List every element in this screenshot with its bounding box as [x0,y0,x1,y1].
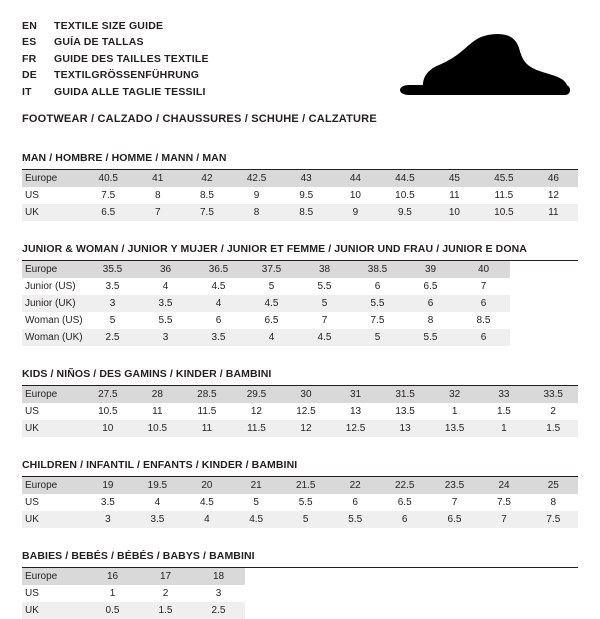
size-cell: 3 [83,511,132,528]
size-cell: 19.5 [133,477,183,494]
table-row [22,329,510,346]
size-group [22,368,578,437]
table-row [22,170,578,187]
row-label: UK [22,511,83,528]
size-cell: 4 [245,329,298,346]
size-cell: 6.5 [404,278,457,295]
row-label: UK [22,602,86,619]
size-cell: 11.5 [182,403,232,420]
size-tables-container [22,152,578,619]
size-cell: 3.5 [133,511,183,528]
size-cell: 4 [139,278,192,295]
size-cell: 8.5 [282,204,331,221]
language-guide-title: GUIDA ALLE TAGLIE TESSILI [54,85,206,98]
size-cell: 9.5 [282,187,331,204]
size-cell: 6.5 [83,204,133,221]
row-label: Woman (UK) [22,329,86,346]
size-cell: 5 [232,494,281,511]
size-cell: 45.5 [479,170,529,187]
size-cell: 8 [404,312,457,329]
size-cell: 6.5 [380,494,430,511]
size-cell: 10.5 [380,187,430,204]
size-cell: 37.5 [245,261,298,278]
size-cell: 3.5 [139,295,192,312]
size-cell: 7 [298,312,351,329]
size-cell: 1 [430,403,480,420]
size-cell: 5.5 [331,511,380,528]
size-cell: 7 [430,494,480,511]
size-cell: 6 [380,511,430,528]
size-table [22,170,578,221]
size-cell: 3 [192,585,245,602]
size-cell: 9 [232,187,282,204]
size-cell: 1.5 [139,602,192,619]
size-cell: 5 [351,329,404,346]
size-cell: 13 [380,420,430,437]
size-cell: 31.5 [380,386,430,403]
size-cell: 38 [298,261,351,278]
size-cell: 25 [529,477,578,494]
size-cell: 4 [182,511,231,528]
size-cell: 9.5 [380,204,430,221]
language-code: FR [22,52,37,65]
size-cell: 7.5 [529,511,578,528]
size-cell: 8 [529,494,578,511]
size-cell: 7.5 [479,494,528,511]
table-row [22,278,510,295]
size-cell: 10.5 [83,403,133,420]
size-cell: 27.5 [83,386,133,403]
row-label: Europe [22,170,83,187]
size-cell: 0.5 [86,602,139,619]
size-cell: 24 [479,477,528,494]
size-cell: 36.5 [192,261,245,278]
size-cell: 11.5 [479,187,529,204]
size-cell: 10.5 [133,420,183,437]
size-cell: 43 [282,170,331,187]
table-row [22,312,510,329]
size-cell: 7.5 [182,204,231,221]
size-cell: 7 [457,278,510,295]
size-group [22,243,578,346]
language-code: EN [22,20,37,32]
size-cell: 2.5 [86,329,139,346]
size-cell: 13.5 [380,403,430,420]
size-group-title: BABIES / BEBÉS / BÉBÉS / BABYS / BAMBINI [22,550,578,568]
size-cell: 44 [331,170,380,187]
size-cell: 28 [133,386,183,403]
table-row [22,386,578,403]
size-cell: 12.5 [281,403,331,420]
size-cell: 11 [430,187,479,204]
row-label: Junior (US) [22,278,86,295]
language-code: IT [22,85,32,98]
size-cell: 6.5 [245,312,298,329]
row-label: US [22,494,83,511]
table-row [22,204,578,221]
row-label: US [22,585,86,602]
size-cell: 7.5 [83,187,133,204]
size-cell: 41 [133,170,182,187]
size-cell: 36 [139,261,192,278]
size-cell: 11 [529,204,578,221]
table-row [22,261,510,278]
size-cell: 31 [331,386,381,403]
size-cell: 18 [192,568,245,585]
size-table [22,386,578,437]
size-cell: 3.5 [192,329,245,346]
size-cell: 3 [139,329,192,346]
size-cell: 8 [133,187,182,204]
size-table [22,261,510,346]
size-cell: 11.5 [232,420,282,437]
size-cell: 13 [331,403,381,420]
size-cell: 38.5 [351,261,404,278]
size-cell: 7 [133,204,182,221]
language-guide-title: TEXTILE SIZE GUIDE [54,20,164,32]
size-cell: 22 [331,477,380,494]
size-cell: 12 [529,187,578,204]
size-cell: 20 [182,477,231,494]
size-cell: 9 [331,204,380,221]
size-cell: 5 [245,278,298,295]
row-label: Europe [22,261,86,278]
size-cell: 40.5 [83,170,133,187]
size-cell: 4 [133,494,183,511]
language-guide-title: TEXTILGRÖSSENFÜHRUNG [54,69,200,82]
document-header [22,18,578,126]
size-group-title: KIDS / NIÑOS / DES GAMINS / KINDER / BAMBINI [22,368,578,386]
size-cell: 10 [430,204,479,221]
size-cell: 8 [232,204,282,221]
size-cell: 10 [331,187,380,204]
size-cell: 11 [133,403,183,420]
size-cell: 1 [86,585,139,602]
size-cell: 42.5 [232,170,282,187]
size-cell: 33.5 [528,386,578,403]
table-row [22,585,245,602]
size-cell: 6 [457,329,510,346]
size-cell: 6 [331,494,380,511]
table-row [22,403,578,420]
size-cell: 6 [404,295,457,312]
size-cell: 8.5 [182,187,231,204]
size-group-title: JUNIOR & WOMAN / JUNIOR Y MUJER / JUNIOR ET FEMME / JUNIOR UND FRAU / JUNIOR E DONA [22,243,578,261]
size-cell: 10 [83,420,133,437]
size-cell: 39 [404,261,457,278]
table-row [22,494,578,511]
size-cell: 1.5 [528,420,578,437]
size-cell: 5.5 [281,494,331,511]
language-code: DE [22,69,37,82]
size-cell: 5 [281,511,331,528]
size-cell: 16 [86,568,139,585]
size-cell: 21.5 [281,477,331,494]
size-cell: 32 [430,386,480,403]
size-cell: 7.5 [351,312,404,329]
size-cell: 4.5 [245,295,298,312]
size-cell: 10.5 [479,204,529,221]
size-cell: 7 [479,511,528,528]
size-cell: 6 [351,278,404,295]
language-guide-title: GUÍA DE TALLAS [54,36,144,49]
size-cell: 17 [139,568,192,585]
table-row [22,477,578,494]
size-cell: 22.5 [380,477,430,494]
size-cell: 3.5 [83,494,132,511]
size-cell: 6 [457,295,510,312]
table-row [22,187,578,204]
size-cell: 23.5 [430,477,480,494]
size-group [22,152,578,221]
table-row [22,602,245,619]
row-label: Junior (UK) [22,295,86,312]
size-cell: 11 [182,420,232,437]
size-cell: 29.5 [232,386,282,403]
table-row [22,295,510,312]
size-cell: 4.5 [232,511,281,528]
size-cell: 3 [86,295,139,312]
size-cell: 1 [479,420,528,437]
size-cell: 5.5 [404,329,457,346]
size-cell: 44.5 [380,170,430,187]
footwear-section-title: FOOTWEAR / CALZADO / CHAUSSURES / SCHUHE / CALZATURE [22,113,377,126]
size-cell: 5.5 [351,295,404,312]
size-cell: 2 [139,585,192,602]
size-cell: 4.5 [182,494,231,511]
size-cell: 13.5 [430,420,480,437]
size-table [22,568,245,619]
size-cell: 5.5 [139,312,192,329]
size-cell: 4 [192,295,245,312]
size-cell: 40 [457,261,510,278]
size-cell: 42 [182,170,231,187]
size-table [22,477,578,528]
size-cell: 8.5 [457,312,510,329]
size-cell: 5 [298,295,351,312]
size-cell: 2.5 [192,602,245,619]
table-row [22,511,578,528]
row-label: Europe [22,386,83,403]
size-cell: 21 [232,477,281,494]
size-cell: 12.5 [331,420,381,437]
size-cell: 6.5 [430,511,480,528]
size-cell: 3.5 [86,278,139,295]
table-row [22,420,578,437]
row-label: US [22,403,83,420]
size-cell: 46 [529,170,578,187]
size-cell: 19 [83,477,132,494]
row-label: Europe [22,477,83,494]
size-group-title: CHILDREN / INFANTIL / ENFANTS / KINDER / BAMBINI [22,459,578,477]
row-label: Woman (US) [22,312,86,329]
language-guide-title: GUIDE DES TAILLES TEXTILE [54,52,209,65]
size-cell: 5.5 [298,278,351,295]
size-cell: 1.5 [479,403,528,420]
language-code: ES [22,36,37,49]
row-label: Europe [22,568,86,585]
size-cell: 6 [192,312,245,329]
size-cell: 4.5 [298,329,351,346]
size-cell: 33 [479,386,528,403]
size-cell: 45 [430,170,479,187]
size-group-title: MAN / HOMBRE / HOMME / MANN / MAN [22,152,578,170]
row-label: UK [22,420,83,437]
size-group [22,459,578,528]
dress-shoe-silhouette-icon [382,30,572,108]
size-cell: 12 [232,403,282,420]
size-cell: 28.5 [182,386,232,403]
size-group [22,550,578,619]
size-cell: 12 [281,420,331,437]
table-row [22,568,245,585]
size-cell: 4.5 [192,278,245,295]
row-label: UK [22,204,83,221]
size-cell: 30 [281,386,331,403]
row-label: US [22,187,83,204]
size-cell: 5 [86,312,139,329]
size-cell: 2 [528,403,578,420]
size-cell: 35.5 [86,261,139,278]
